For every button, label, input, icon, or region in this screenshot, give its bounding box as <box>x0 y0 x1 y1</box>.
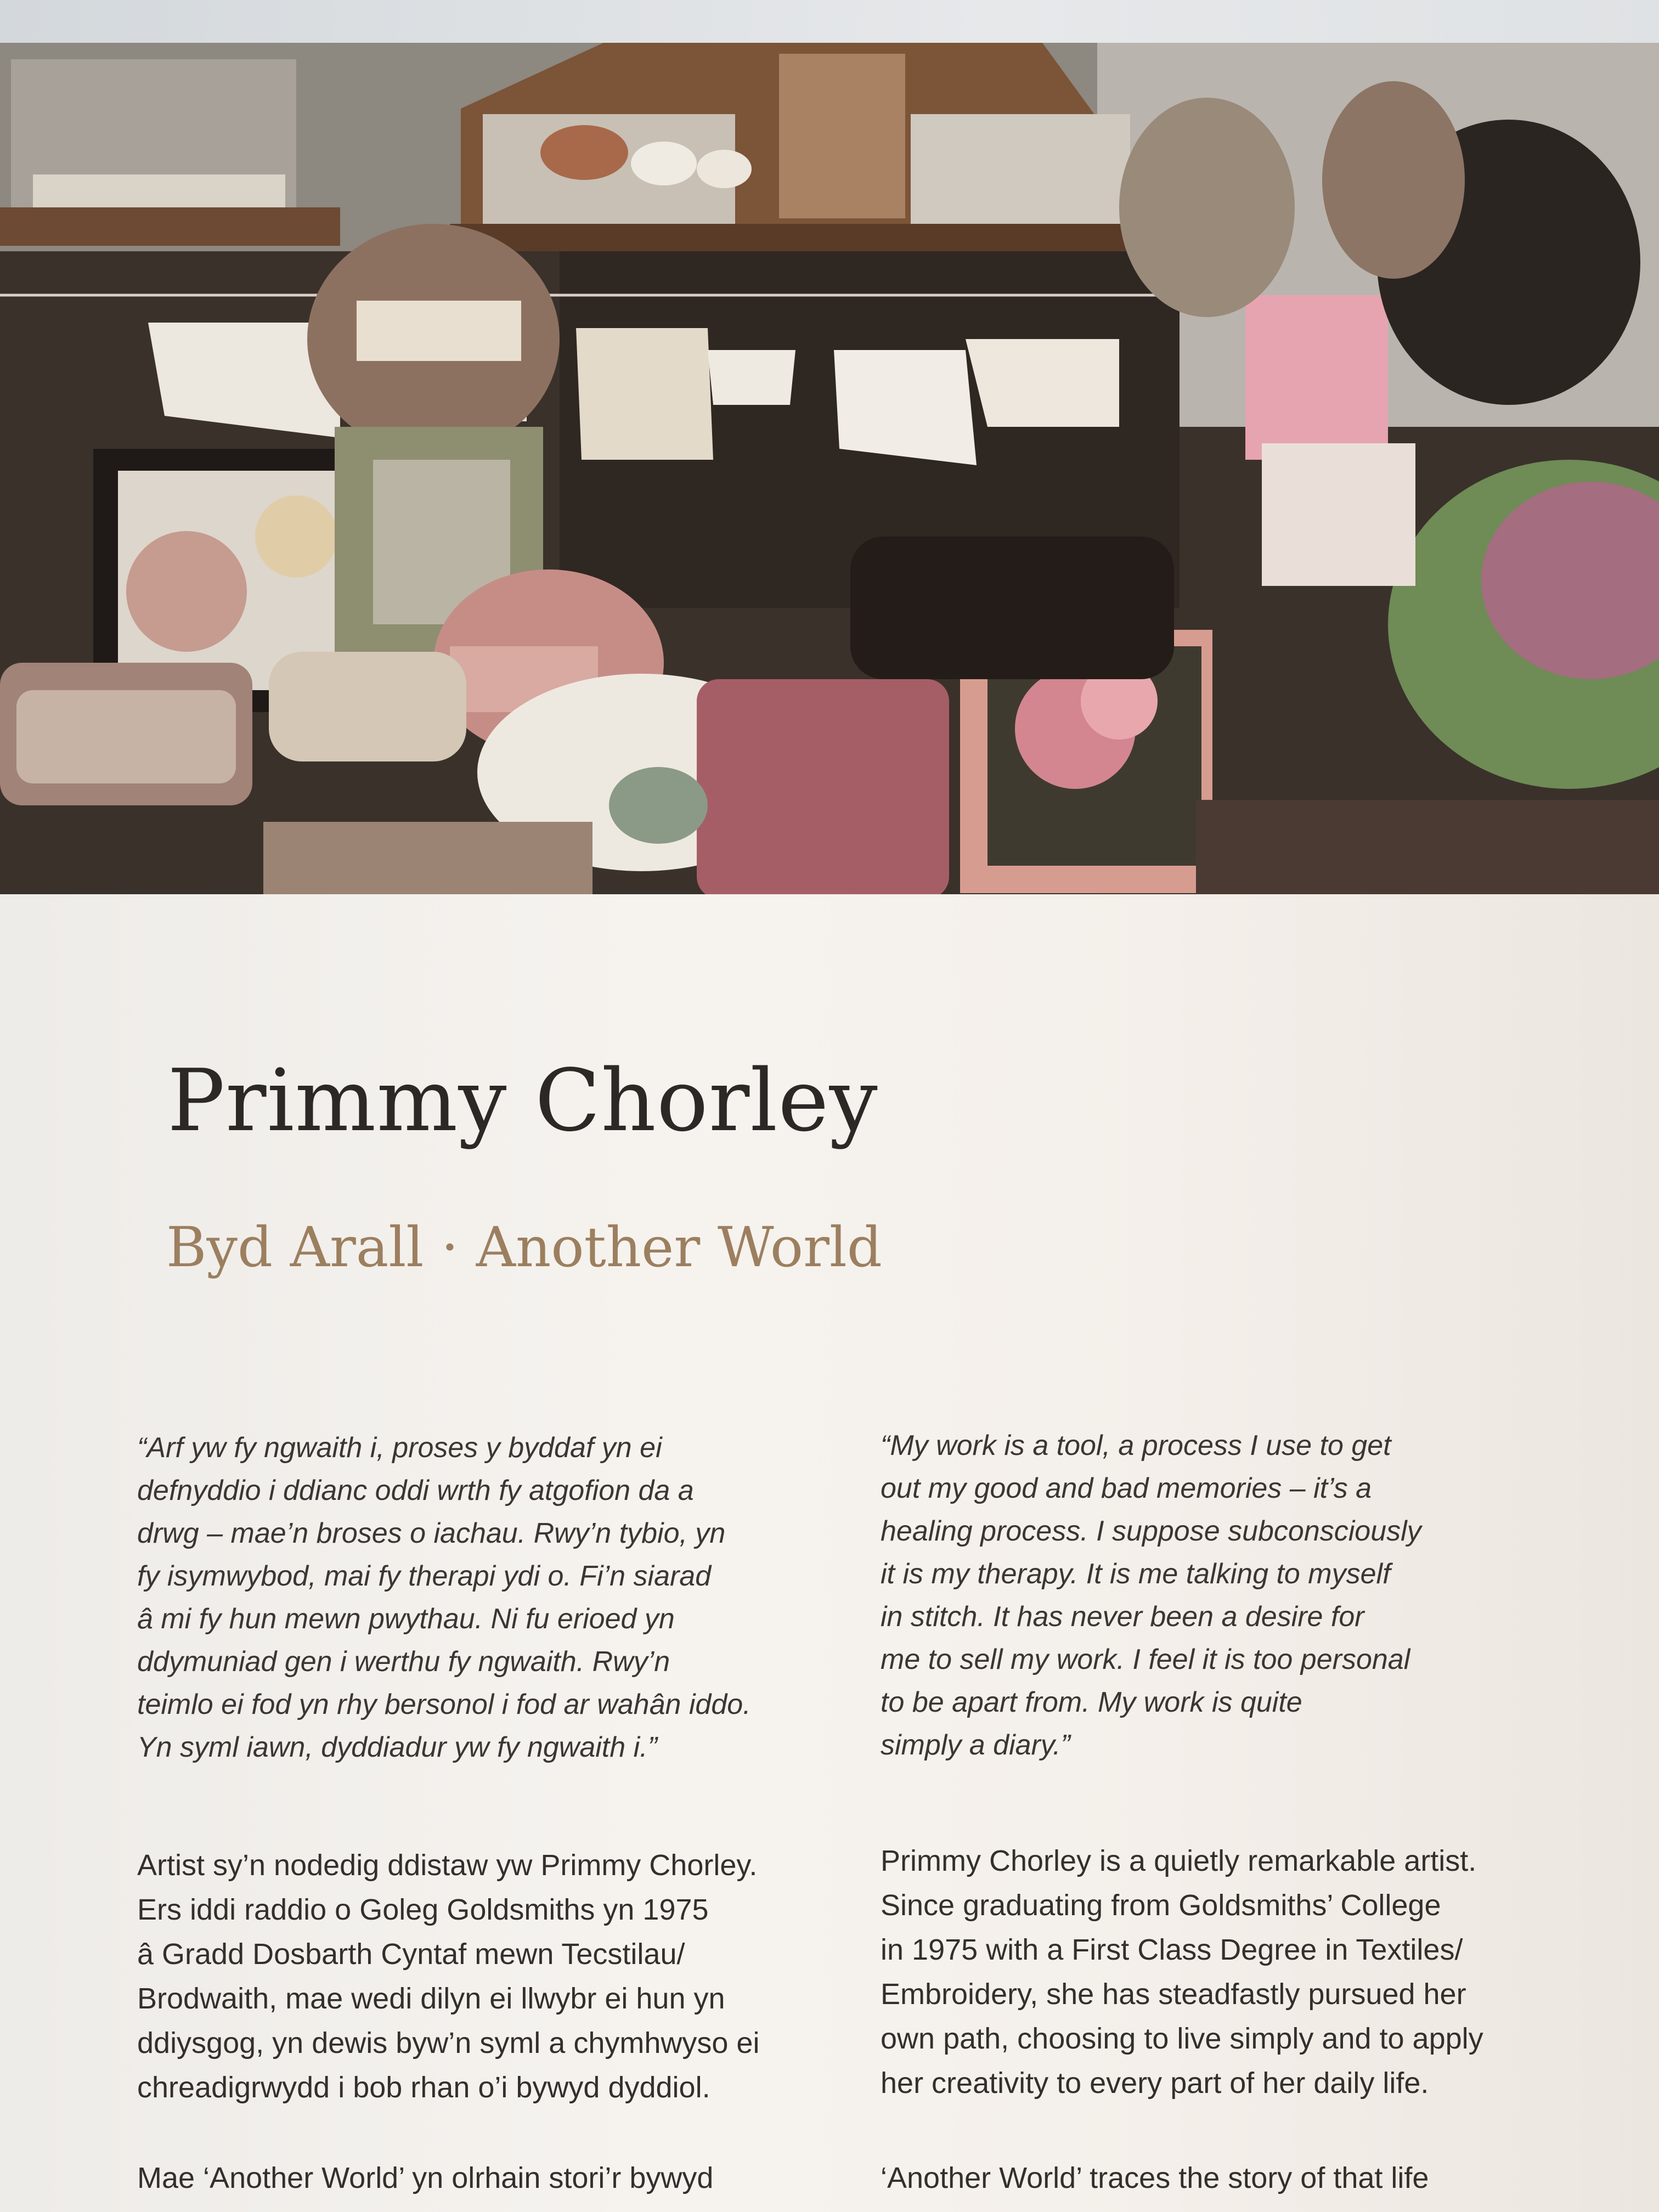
english-continued: ‘Another World’ traces the story of that life <box>881 2162 1429 2194</box>
english-continued-block <box>881 2156 1566 2200</box>
textile-still-life-image <box>0 43 1659 894</box>
welsh-quote: “Arf yw fy ngwaith i, proses y byddaf yn ei defnyddio i ddianc oddi wrth fy atgofion da a drwg – mae’n broses o iachau. Rwy’n tybio, yn fy isymwybod, mai fy therapi ydi o. Fi’n siarad â mi fy hun mewn pwythau. Ni fu erioed yn ddymuniad gen i werthu fy ngwaith. Rwy’n teimlo ei fod yn rhy bersonol i fod ar wahân iddo. Yn syml iawn, dyddiadur yw fy ngwaith i.” <box>137 1432 751 1763</box>
exhibition-photo <box>0 43 1659 894</box>
welsh-continued: Mae ‘Another World’ yn olrhain stori’r bywyd <box>137 2162 714 2194</box>
top-wall-strip <box>0 0 1659 44</box>
english-bio: Primmy Chorley is a quietly remarkable artist. Since graduating from Goldsmiths’ College in 1975 with a First Class Degree in Textiles/ Embroidery, she has steadfastly pursued her own path, choosing to live simply and to apply her creativity to every part of her daily life. <box>881 1844 1483 2100</box>
english-quote: “My work is a tool, a process I use to get out my good and bad memories – it’s a healing process. I suppose subconsciously it is my therapy. It is me talking to myself in stitch. It has never been a desire for me to sell my work. I feel it is too personal to be apart from. My work is quite simply a diary.” <box>881 1430 1421 1761</box>
welsh-bio-block <box>137 1843 823 2110</box>
welsh-bio: Artist sy’n nodedig ddistaw yw Primmy Chorley. Ers iddi raddio o Goleg Goldsmiths yn 1975 â Gradd Dosbarth Cyntaf mewn Tecstilau/ Brodwaith, mae wedi dilyn ei llwybr ei hun yn ddiysgog, yn dewis byw’n syml a chymhwyso ei chreadigrwydd i bob rhan o’i bywyd dyddiol. <box>137 1849 760 2104</box>
english-bio-block <box>881 1839 1566 2106</box>
welsh-quote-block <box>137 1426 823 1769</box>
exhibition-subtitle: Byd Arall · Another World <box>166 1215 882 1279</box>
welsh-continued-block <box>137 2156 823 2200</box>
english-quote-block <box>881 1424 1566 1767</box>
page-title: Primmy Chorley <box>167 1051 878 1150</box>
